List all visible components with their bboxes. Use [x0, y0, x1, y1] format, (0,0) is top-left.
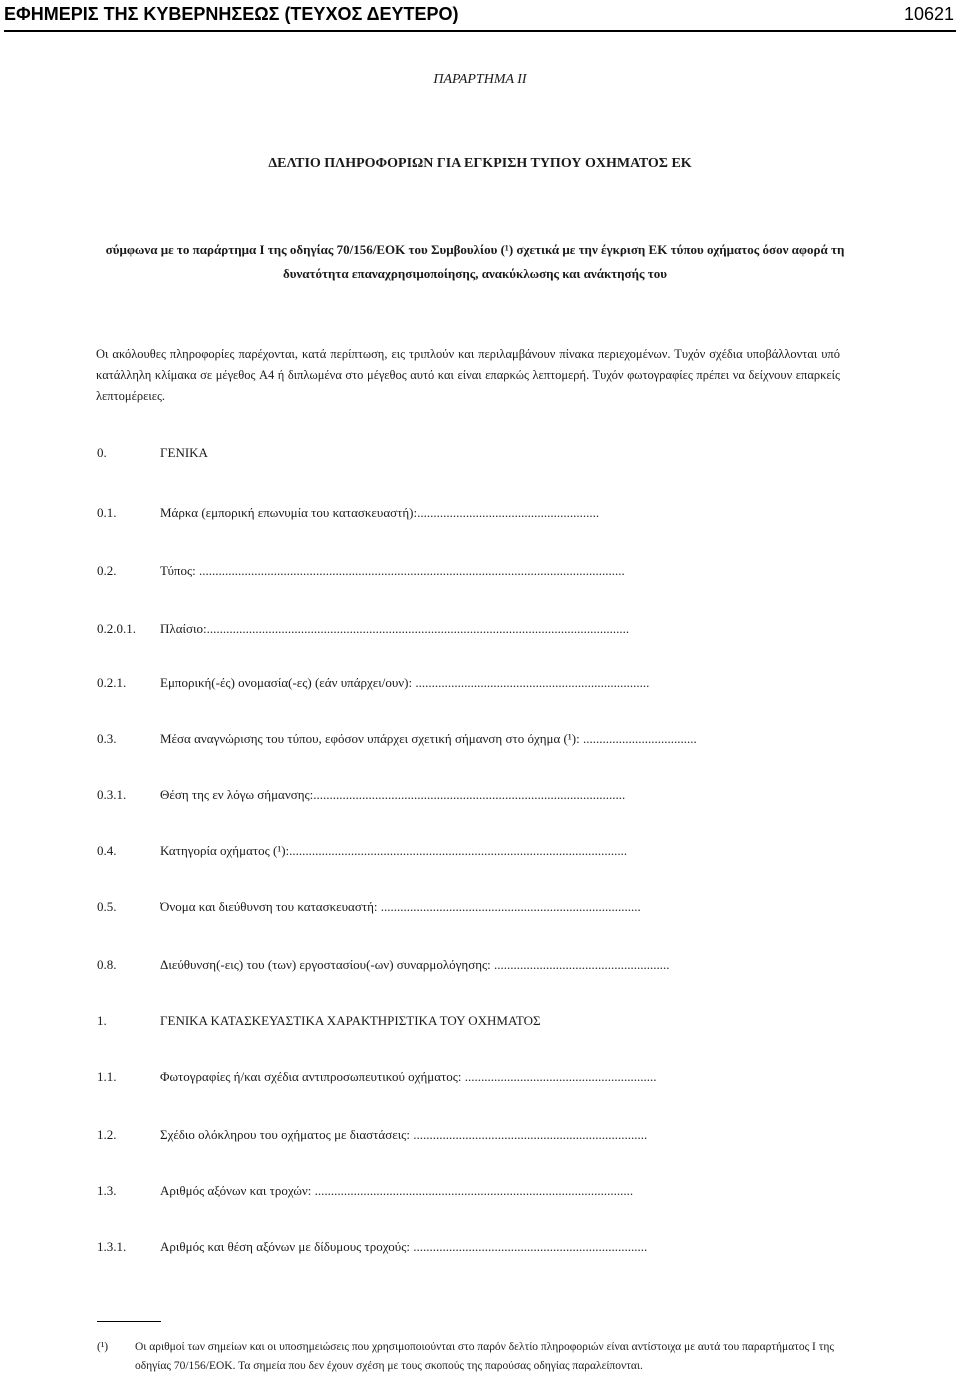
- item-text: Αριθμός και θέση αξόνων με δίδυμους τροχούς: ........................................................................: [160, 1239, 648, 1254]
- form-line-chassis: [97, 621, 837, 641]
- item-number: 1.3.1.: [97, 1239, 127, 1254]
- footnote-mark: (¹): [97, 1341, 109, 1353]
- item-number: 0.1.: [97, 505, 117, 520]
- form-line-vehicle-category: [97, 843, 837, 863]
- item-text: ΓΕΝΙΚΑ ΚΑΤΑΣΚΕΥΑΣΤΙΚΑ ΧΑΡΑΚΤΗΡΙΣΤΙΚΑ ΤΟΥ ΟΧΗΜΑΤΟΣ: [160, 1013, 541, 1028]
- item-text: ΓΕΝΙΚΑ: [160, 445, 208, 460]
- item-text: Εμπορική(-ές) ονομασία(-ες) (εάν υπάρχει/ουν): ........................................................................: [160, 675, 650, 690]
- item-text: Όνομα και διεύθυνση του κατασκευαστή: ................................................................................: [160, 899, 641, 914]
- item-text: Κατηγορία οχήματος (¹):........................................................................................................: [160, 843, 628, 858]
- page-number: 10621: [903, 4, 954, 24]
- document-title: ΔΕΛΤΙΟ ΠΛΗΡΟΦΟΡΙΩΝ ΓΙΑ ΕΓΚΡΙΣΗ ΤΥΠΟΥ ΟΧΗΜΑΤΟΣ ΕΚ: [268, 156, 692, 171]
- item-text: Μέσα αναγνώρισης του τύπου, εφόσον υπάρχει σχετική σήμανση στο όχημα (¹): ...................................: [160, 731, 697, 746]
- item-number: 0.2.: [97, 563, 117, 578]
- page-header: [4, 0, 956, 32]
- item-number: 0.4.: [97, 843, 117, 858]
- item-number: 1.1.: [97, 1069, 117, 1084]
- item-text: Σχέδιο ολόκληρου του οχήματος με διαστάσεις: ........................................................................: [160, 1127, 648, 1142]
- form-line-axles-wheels: [97, 1183, 837, 1203]
- item-text: Τύπος: ...................................................................................................................................: [160, 563, 625, 578]
- annex-label: ΠΑΡΑΡΤΗΜΑ II: [433, 72, 527, 87]
- section-heading-general: [97, 445, 837, 465]
- item-text: Μάρκα (εμπορική επωνυμία του κατασκευαστή):........................................................: [160, 505, 600, 520]
- form-line-assembly-plants: [97, 957, 837, 977]
- footnote-divider: [97, 1321, 161, 1322]
- item-number: 1.: [97, 1013, 107, 1028]
- item-number: 0.2.0.1.: [97, 621, 136, 636]
- form-line-marking-location: [97, 787, 837, 807]
- item-text: Αριθμός αξόνων και τροχών: ..................................................................................................: [160, 1183, 634, 1198]
- item-number: 0.8.: [97, 957, 117, 972]
- document-subtitle: σύμφωνα με το παράρτημα I της οδηγίας 70/156/ΕΟΚ του Συμβουλίου (¹) σχετικά με την έγκριση ΕΚ τύπου οχήματος όσον αφορά τη δυνατότητα επαναχρησιμοποίησης, ανακύκλωσης και ανάκτησής του: [105, 242, 845, 281]
- intro-paragraph: Οι ακόλουθες πληροφορίες παρέχονται, κατά περίπτωση, εις τριπλούν και περιλαμβάνουν πίνακα περιεχομένων. Τυχόν σχέδια υποβάλλονται υπό κατάλληλη κλίμακα σε μέγεθος A4 ή διπλωμένα στο μέγεθος αυτό και είναι επαρκώς λεπτομερή. Τυχόν φωτογραφίες πρέπει να δείχνουν επαρκείς λεπτομέρειες.: [96, 347, 840, 403]
- item-text: Διεύθυνση(-εις) του (των) εργοστασίου(-ων) συναρμολόγησης: ......................................................: [160, 957, 670, 972]
- section-heading-construction: [97, 1013, 837, 1033]
- form-line-photographs: [97, 1069, 837, 1089]
- form-line-make: [97, 505, 837, 525]
- form-line-type-identification: [97, 731, 837, 751]
- item-text: Φωτογραφίες ή/και σχέδια αντιπροσωπευτικού οχήματος: ...........................................................: [160, 1069, 657, 1084]
- form-line-twin-wheel-axles: [97, 1239, 837, 1259]
- item-number: 0.2.1.: [97, 675, 127, 690]
- footnote-text: Οι αριθμοί των σημείων και οι υποσημειώσεις που χρησιμοποιούνται στο παρόν δελτίο πληροφοριών είναι αντίστοιχα με αυτά του παραρτήματος I της οδηγίας 70/156/ΕΟΚ. Τα σημεία που δεν έχουν σχέση με τους σκοπούς της παρούσας οδηγίας παραλείπονται.: [135, 1341, 834, 1372]
- form-line-manufacturer: [97, 899, 837, 919]
- item-number: 0.5.: [97, 899, 117, 914]
- item-number: 0.3.: [97, 731, 117, 746]
- gazette-title: ΕΦΗΜΕΡΙΣ ΤΗΣ ΚΥΒΕΡΝΗΣΕΩΣ (ΤΕΥΧΟΣ ΔΕΥΤΕΡΟ): [4, 4, 459, 24]
- item-number: 0.: [97, 445, 107, 460]
- form-line-commercial-names: [97, 675, 837, 695]
- form-line-dimension-drawing: [97, 1127, 837, 1147]
- item-number: 1.3.: [97, 1183, 117, 1198]
- item-text: Πλαίσιο:..................................................................................................................................: [160, 621, 630, 636]
- item-text: Θέση της εν λόγω σήμανσης:................................................................................................: [160, 787, 626, 802]
- form-line-type: [97, 563, 837, 583]
- item-number: 1.2.: [97, 1127, 117, 1142]
- item-number: 0.3.1.: [97, 787, 127, 802]
